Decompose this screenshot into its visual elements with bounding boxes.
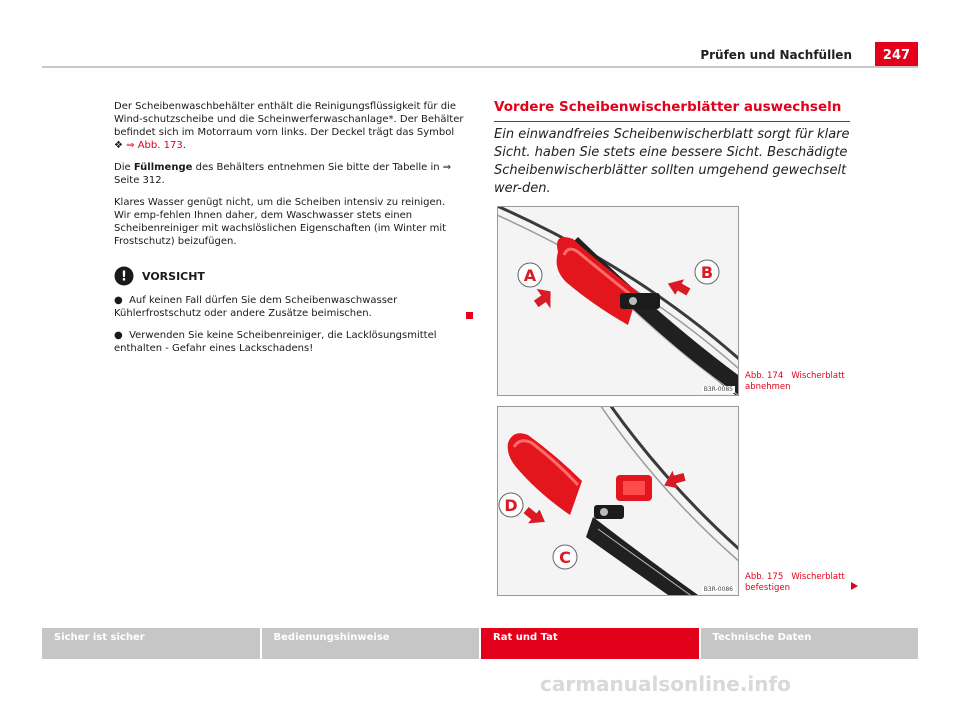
paragraph-container [114, 100, 464, 152]
paragraph-3: Klares Wasser genügt nicht, um die Scheiben intensiv zu reinigen. Wir emp-fehlen Ihnen daher, dem Waschwasser stets einen Scheibenreiniger mit wachslöslichen Eigenschaften (im Winter mit Frostschutz) beizufügen. [114, 197, 447, 247]
paragraph-1-end: . [182, 140, 186, 151]
figure-code: B3R-0085 [703, 386, 733, 393]
paragraph-1: Der Scheibenwaschbehälter enthält die Reinigungsflüssigkeit für die Wind-schutzscheibe und die Scheinwerferwaschanlage*. Der Behälter befindet sich im Motorraum vorn links. Der Deckel trägt das Symbol [114, 101, 464, 138]
figure-label: C [559, 548, 571, 567]
caption-label: Abb. 174 [745, 371, 784, 381]
section-title: Vordere Scheibenwischerblätter auswechseln [494, 99, 850, 122]
figure-175 [497, 406, 739, 596]
warning-item-text: Verwenden Sie keine Scheibenreiniger, die Lacklösungsmittel enthalten - Gefahr eines Lackschadens! [114, 330, 437, 354]
watermark: carmanualsonline.info [540, 672, 791, 696]
figure-174 [497, 206, 739, 396]
svg-text:!: ! [121, 269, 127, 285]
washer-symbol-icon: ❖ [114, 140, 123, 151]
figure-code: B3R-0086 [703, 586, 733, 593]
running-header-title: Prüfen und Nachfüllen [700, 48, 852, 62]
caption-label: Abb. 175 [745, 572, 784, 582]
figure-173-link[interactable]: ⇒ Abb. 173 [126, 140, 183, 151]
chapter-tab-safety[interactable]: Sicher ist sicher [42, 628, 260, 659]
chapter-navigation [42, 628, 918, 659]
caution-icon [114, 266, 134, 286]
header-divider [42, 66, 918, 68]
left-column [114, 100, 464, 364]
warning-title: VORSICHT [142, 269, 205, 283]
page-number: 247 [875, 42, 918, 68]
figure-175-caption [745, 572, 855, 594]
caption-text: Wischerblatt abnehmen [745, 371, 845, 392]
figure-label: B [700, 263, 714, 282]
wiper-blade-attach-illustration [498, 407, 738, 595]
chapter-tab-operation[interactable]: Bedienungshinweise [262, 628, 480, 659]
section-intro: Ein einwandfreies Scheibenwischerblatt sorgt für klare Sicht. haben Sie stets eine bessere Sicht. Beschädigte Scheibenwischerblätter sollten umgehend gewechselt wer-den. [494, 127, 850, 196]
continue-arrow-icon [851, 582, 858, 590]
warning-item [114, 329, 464, 355]
warning-item [114, 294, 464, 320]
figure-label: D [504, 496, 518, 515]
figure-174-caption [745, 371, 855, 393]
warning-item-text: Auf keinen Fall dürfen Sie dem Scheibenwaschwasser Kühlerfrostschutz oder andere Zusätze beimischen. [114, 295, 398, 319]
section-end-mark-icon [466, 312, 473, 319]
bullet-icon: ● [114, 330, 123, 341]
caption-text: Wischerblatt befestigen [745, 572, 845, 593]
paragraph-2-post: des Behälters entnehmen Sie bitte der Tabelle in ⇒ Seite 312. [114, 162, 452, 186]
figure-label: A [523, 266, 537, 285]
bullet-icon: ● [114, 295, 123, 306]
chapter-tab-advice[interactable]: Rat und Tat [481, 628, 699, 659]
fill-quantity-term: Füllmenge [133, 162, 193, 173]
warning-header [114, 266, 464, 286]
chapter-tab-technical-data[interactable]: Technische Daten [701, 628, 919, 659]
wiper-blade-remove-illustration [498, 207, 738, 395]
paragraph-2-pre: Die [114, 162, 131, 173]
paragraph-2 [114, 161, 464, 187]
